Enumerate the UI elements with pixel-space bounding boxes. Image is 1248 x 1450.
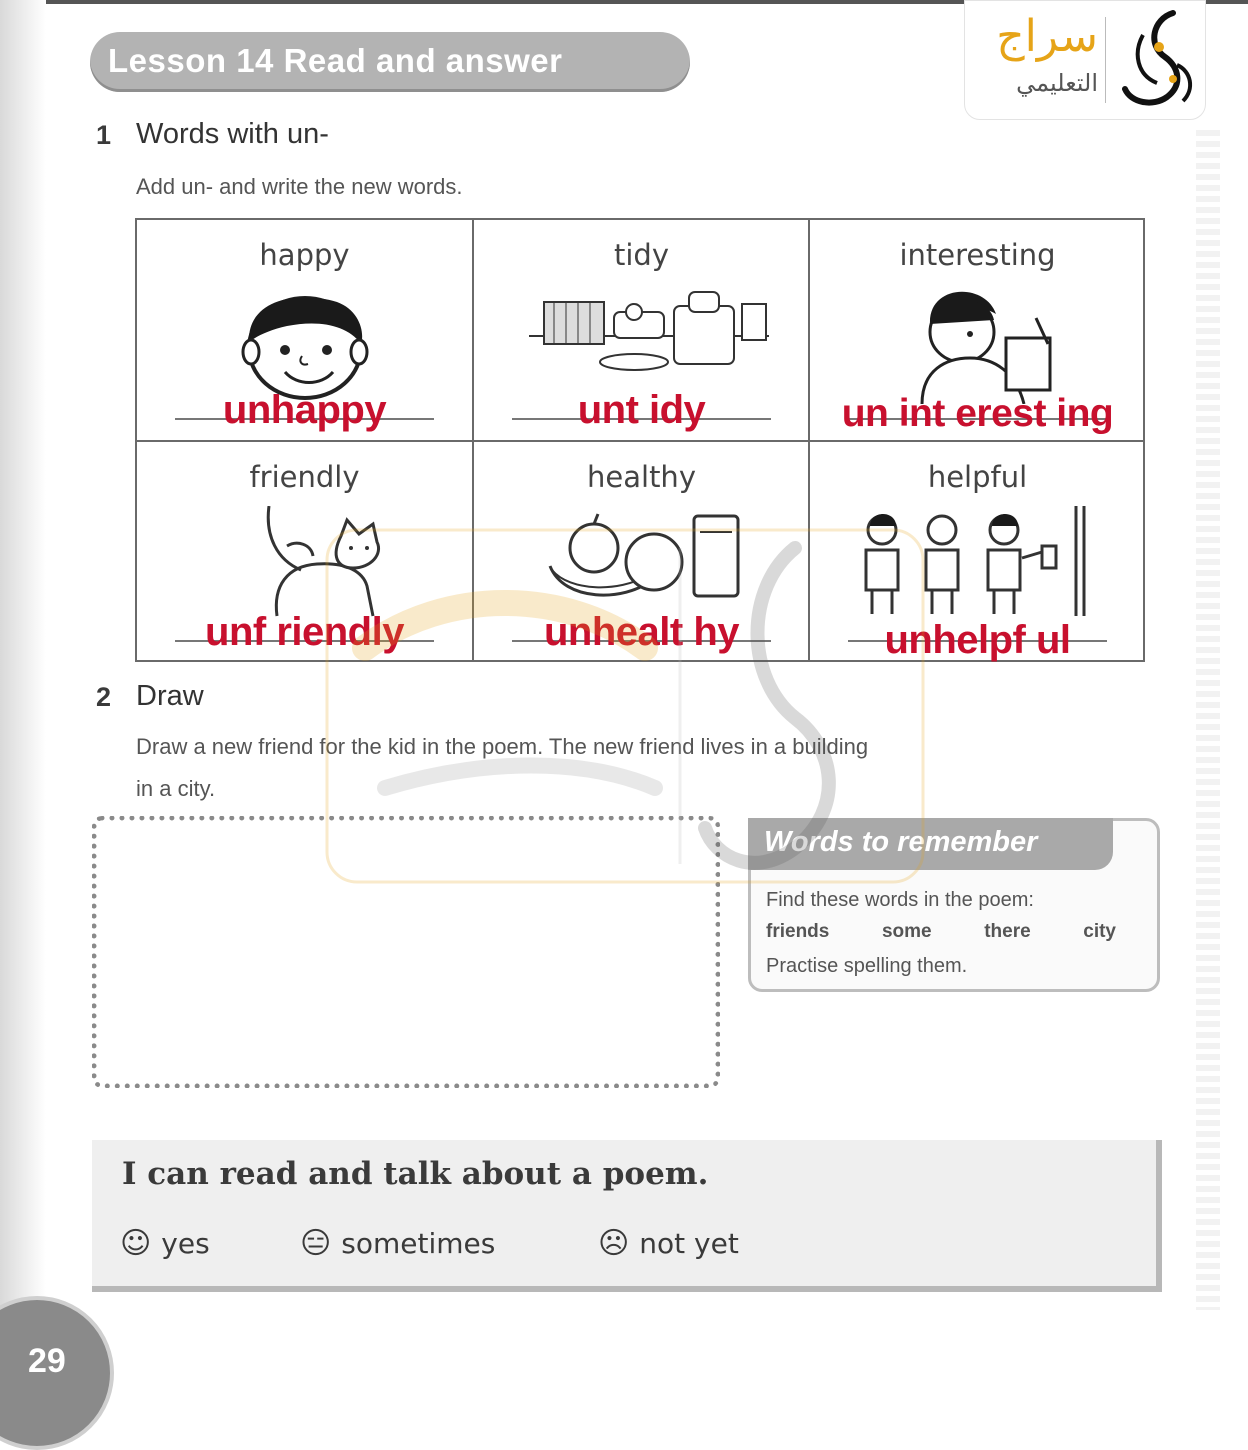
boy-face-image <box>137 284 472 404</box>
base-word: helpful <box>927 460 1028 494</box>
section-2-title: Draw <box>136 680 204 712</box>
option-label: yes <box>161 1227 210 1260</box>
answer-text: unhelpf ul <box>884 618 1071 662</box>
self-check-title: I can read and talk about a poem. <box>122 1156 709 1192</box>
word-cell-helpful <box>810 442 1145 662</box>
logo-divider <box>1105 17 1106 103</box>
word-cell-interesting <box>810 220 1145 440</box>
answer-text: unhealt hy <box>543 610 740 654</box>
calligraphy-mark-icon <box>1113 5 1201 115</box>
logo-subtitle: التعليمي <box>1016 69 1098 97</box>
publisher-logo <box>964 0 1206 120</box>
logo-name: سراج <box>996 11 1098 62</box>
spelling-word: there <box>984 921 1031 942</box>
words-to-remember-title: Words to remember <box>764 826 1038 858</box>
spelling-word: friends <box>766 921 830 942</box>
three-boys-image <box>810 506 1145 626</box>
self-check-panel <box>92 1140 1162 1292</box>
words-to-remember-practise: Practise spelling them. <box>766 955 968 977</box>
section-2-number: 2 <box>96 682 112 712</box>
word-cell-friendly <box>137 442 472 662</box>
base-word: tidy <box>614 238 669 272</box>
lesson-title: Lesson 14 Read and answer <box>108 42 563 79</box>
cat-image <box>137 506 472 626</box>
word-cell-happy <box>137 220 472 440</box>
option-yes[interactable] <box>120 1226 210 1261</box>
page-number: 29 <box>28 1342 66 1380</box>
section-1-title: Words with un- <box>136 118 329 150</box>
section-1-instruction: Add un- and write the new words. <box>136 174 463 199</box>
word-cell-healthy <box>474 442 809 662</box>
boy-reading-image <box>810 284 1145 404</box>
word-cell-tidy <box>474 220 809 440</box>
section-1-number: 1 <box>96 120 112 150</box>
base-word: happy <box>259 238 350 272</box>
spelling-word: some <box>881 921 932 942</box>
section-2-instruction-line1: Draw a new friend for the kid in the poem. The new friend lives in a building <box>136 734 869 759</box>
base-word: healthy <box>587 460 696 494</box>
base-word: interesting <box>899 238 1056 272</box>
answer-text: un int erest ing <box>841 392 1114 435</box>
words-to-remember-instruction: Find these words in the poem: <box>766 889 1034 911</box>
option-label: sometimes <box>341 1227 496 1260</box>
words-to-remember-box <box>748 818 1160 992</box>
sad-face-icon: ☹ <box>598 1226 630 1261</box>
word-grid <box>135 218 1145 662</box>
base-word: friendly <box>249 460 360 494</box>
option-sometimes[interactable] <box>300 1226 495 1261</box>
option-not-yet[interactable] <box>598 1226 739 1261</box>
words-to-remember-header <box>748 818 1113 870</box>
spelling-word-list <box>766 921 1116 943</box>
answer-text: unhappy <box>222 388 387 432</box>
section-2-instruction-line2: in a city. <box>136 776 216 801</box>
fruit-and-milk-image <box>474 506 809 626</box>
answer-text: unt idy <box>577 388 706 432</box>
answer-text: unf riendly <box>205 610 404 654</box>
spelling-word: city <box>1083 921 1116 942</box>
option-label: not yet <box>639 1227 739 1260</box>
copyright-side-text <box>1196 130 1220 1310</box>
page-gutter-shadow <box>0 0 46 1409</box>
messy-room-image <box>474 284 809 404</box>
smile-face-icon: ☺ <box>120 1226 152 1261</box>
neutral-face-icon: 😑 <box>300 1226 332 1261</box>
lesson-header <box>90 32 690 92</box>
drawing-area[interactable] <box>92 816 720 1088</box>
